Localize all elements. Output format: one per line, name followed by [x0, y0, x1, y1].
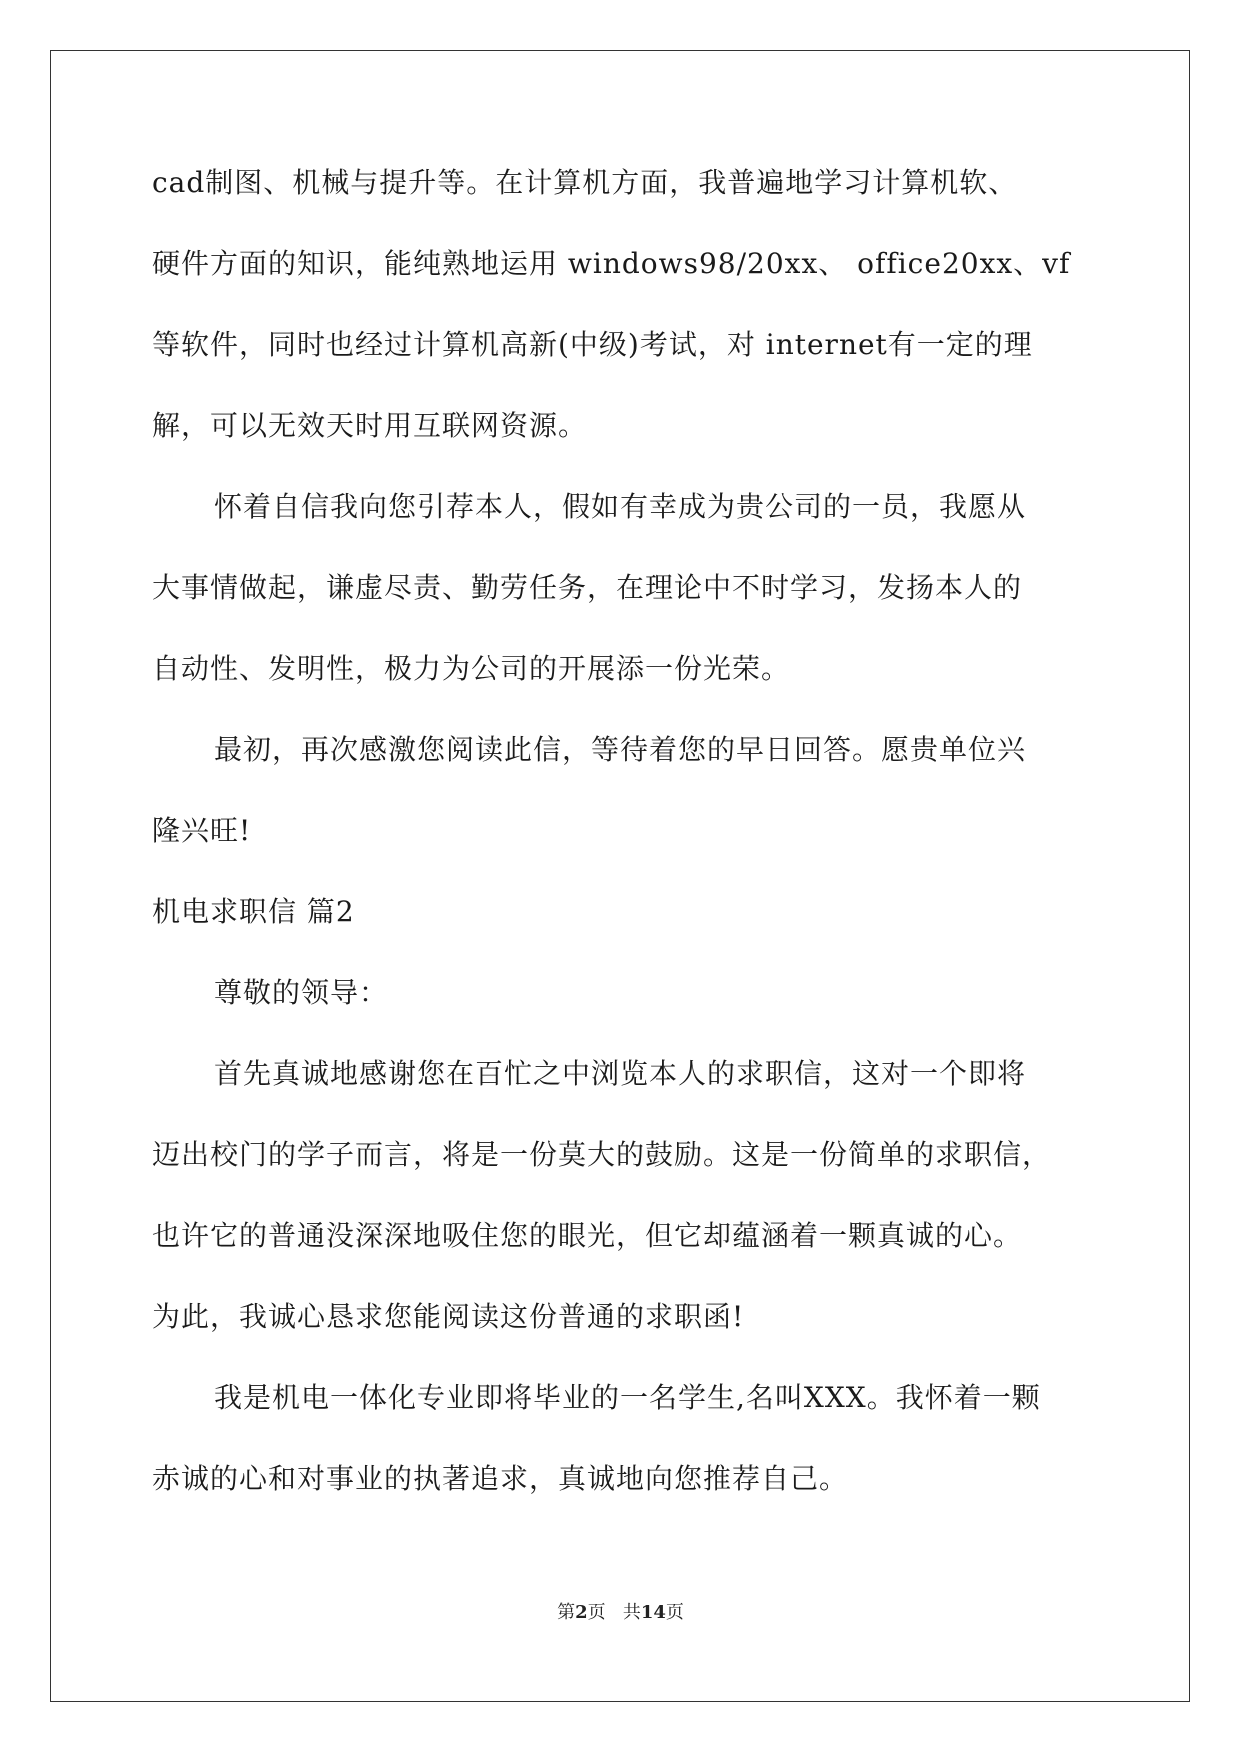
- text-line-12: 首先真诚地感谢您在百忙之中浏览本人的求职信，这对一个即将: [214, 1057, 1027, 1090]
- text-line-6: 大事情做起，谦虚尽责、勤劳任务，在理论中不时学习，发扬本人的: [152, 571, 1023, 604]
- text-line-13: 迈出校门的学子而言，将是一份莫大的鼓励。这是一份简单的求职信，: [152, 1138, 1052, 1171]
- text-line-8: 最初，再次感激您阅读此信，等待着您的早日回答。愿贵单位兴: [214, 733, 1027, 766]
- footer-total-prefix: 共: [622, 1602, 641, 1623]
- total-page-count: 14: [640, 1602, 666, 1623]
- text-line-1: cad制图、机械与提升等。在计算机方面，我普遍地学习计算机软、: [152, 166, 1018, 199]
- text-line-7: 自动性、发明性，极力为公司的开展添一份光荣。: [152, 652, 791, 685]
- text-line-16: 我是机电一体化专业即将毕业的一名学生,名叫XXX。我怀着一颗: [214, 1381, 1041, 1414]
- text-line-4: 解，可以无效天时用互联网资源。: [152, 409, 588, 442]
- document-body: [152, 158, 1097, 1535]
- text-line-3: 等软件，同时也经过计算机高新(中级)考试，对 internet有一定的理: [152, 328, 1033, 361]
- footer-page-label: 页: [587, 1602, 606, 1623]
- current-page-number: 2: [575, 1602, 588, 1623]
- footer-prefix: 第: [557, 1602, 576, 1623]
- text-line-9: 隆兴旺!: [152, 814, 252, 847]
- section-heading: 机电求职信 篇2: [152, 895, 355, 928]
- text-line-14: 也许它的普通没深深地吸住您的眼光，但它却蕴涵着一颗真诚的心。: [152, 1219, 1023, 1252]
- text-line-17: 赤诚的心和对事业的执著追求，真诚地向您推荐自己。: [152, 1462, 849, 1495]
- salutation: 尊敬的领导：: [214, 976, 389, 1009]
- text-line-2: 硬件方面的知识，能纯熟地运用 windows98/20xx、 office20xx、vf: [152, 247, 1071, 280]
- text-line-5: 怀着自信我向您引荐本人，假如有幸成为贵公司的一员，我愿从: [214, 490, 1027, 523]
- footer-total-label: 页: [665, 1602, 684, 1623]
- page-footer: [0, 1598, 1241, 1624]
- text-line-15: 为此，我诚心恳求您能阅读这份普通的求职函!: [152, 1300, 745, 1333]
